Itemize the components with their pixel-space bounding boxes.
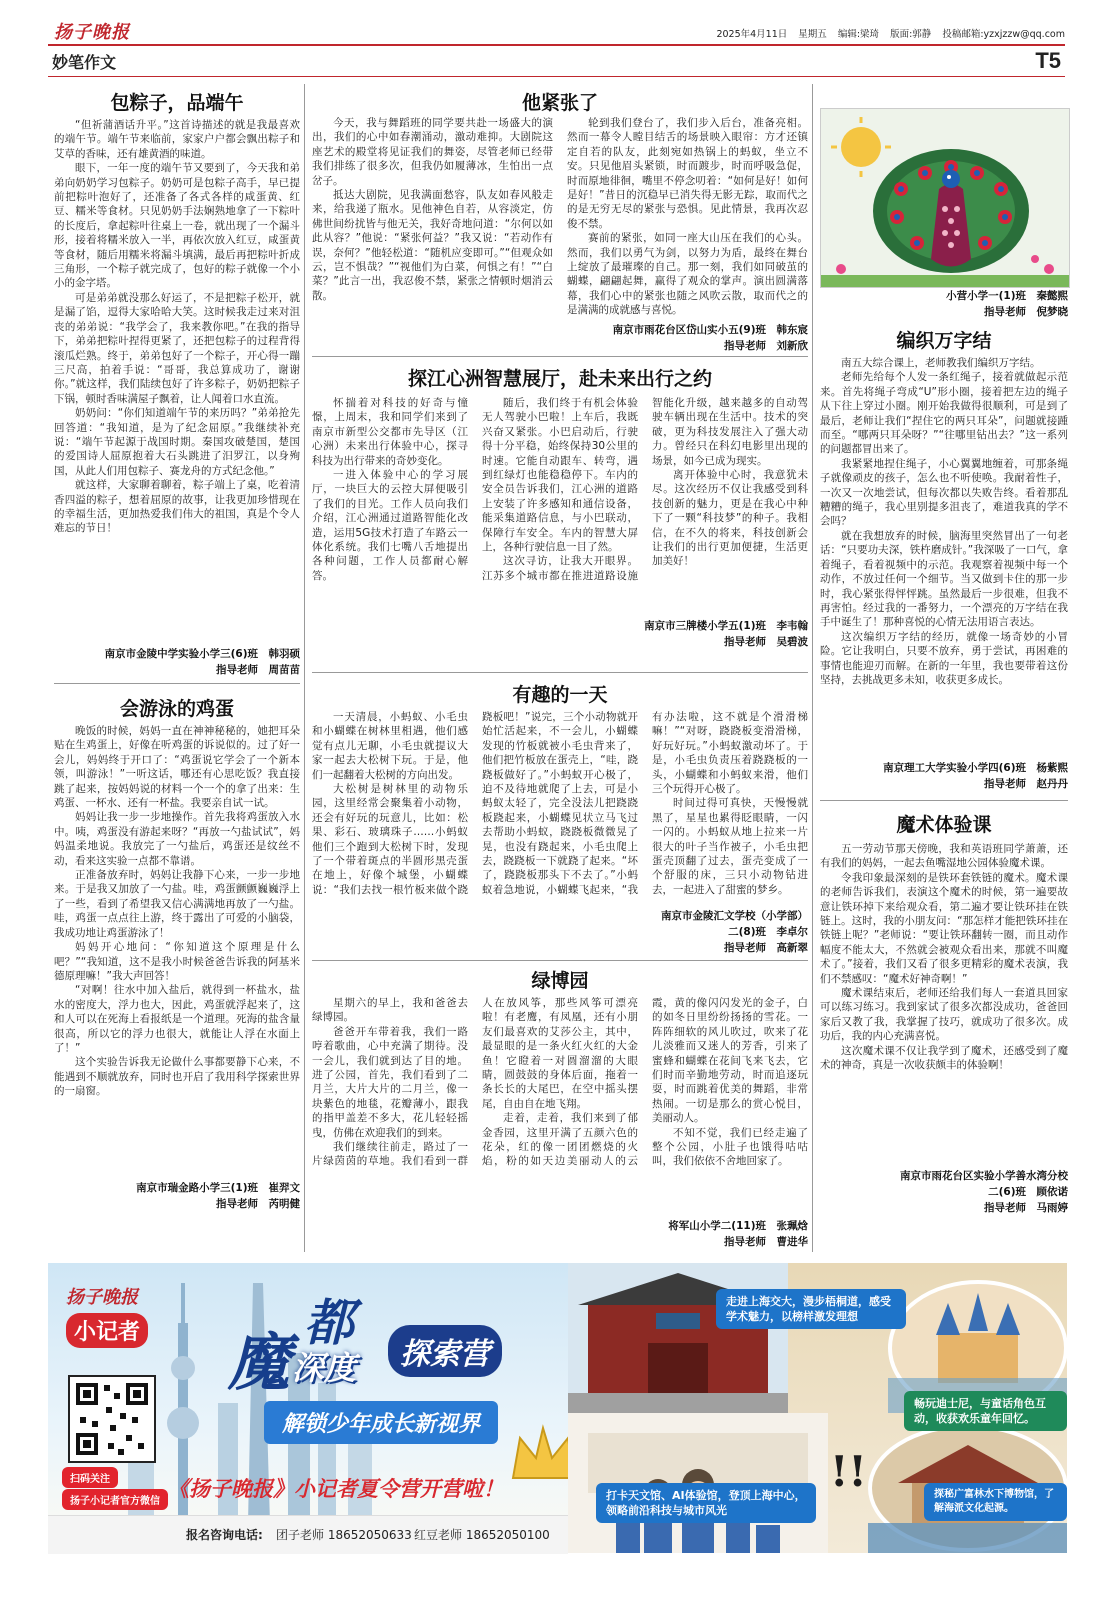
ad-title-camp: 探索营 xyxy=(388,1325,502,1377)
paragraph: 离开体验中心时，我意犹未尽。这次经历不仅让我感受到科技创新的魅力，更是在我心中种下了一颗“科技梦”的种子。我相信，在不久的将来，科技创新会让我们的出行更加便捷，生活更加美好！ xyxy=(652,469,808,568)
paragraph: 怀揣着对科技的好奇与憧憬，上周末，我和同学们来到了南京市新型公交都市先导区（江心洲）未来出行体验中心，探寻科技为出行带来的奇妙变化。 xyxy=(312,397,468,467)
author-teacher: 指导老师 曹进华 xyxy=(724,1236,808,1248)
article-title-egg: 会游泳的鸡蛋 xyxy=(119,698,234,720)
paragraph: 妈妈让我一步一步地操作。首先我将鸡蛋放入水中。咦，鸡蛋没有游起来呀？“再放一勺盐试试”，妈妈温柔地说。我放完了一勺盐后，鸡蛋还是纹丝不动，看来这实验一点都不靠谱。 xyxy=(54,811,300,867)
section-rule xyxy=(48,76,1065,77)
author-school: 南京市三牌楼小学五(1)班 李韦翰 xyxy=(644,620,808,632)
column-divider xyxy=(812,84,813,1252)
university-gate-icon xyxy=(568,1263,788,1413)
paragraph: 我们继续往前走，路过了一片绿茵茵的草地。我们看到一群人在放风筝，那些风筝可漂亮啦！有老鹰，有凤凰，还有小朋友们最喜欢的艾莎公主，其中，最显眼的是一条火红火红的大金鱼！它瞪着一对圆溜溜的大眼睛，圆鼓鼓的身体后面，拖着一条长长的大尾巴，在空中摇头摆尾，自由自在地飞翔。 xyxy=(312,997,638,1168)
summer-camp-advertisement[interactable] xyxy=(48,1263,1067,1553)
ad-title-mo: 魔 xyxy=(228,1326,291,1399)
paragraph: 这次寻访，让我大开眼界。江苏多个城市都在推进道路设施智能化升级，越来越多的自动驾驶车辆出现在生活中。技术的突破，更为科技发展注入了强大动力。曾经只在科幻电影里出现的场景，如今已成为现实。 xyxy=(482,397,808,582)
paragraph: 星期六的早上，我和爸爸去绿博园。 xyxy=(312,997,468,1024)
qr-label-1: 扫码关注 xyxy=(62,1467,118,1488)
paragraph: 走着，走着，我们来到了郁金香园，这里开满了五颜六色的花朵，红的像一团团燃烧的火焰，粉的如天边美丽动人的云霞，黄的像闪闪发光的金子，白的如冬日里纷纷扬扬的雪花。一阵阵细软的风儿吹过，吹来了花儿淡雅而又迷人的芳香，引来了蜜蜂和蝴蝶在花间飞来飞去，它们时而辛勤地劳动，时而追逐玩耍，时而跳着优美的舞蹈，非常热闹。一切是那么的赏心悦目，美丽动人。 xyxy=(482,997,808,1168)
author-class: 二(8)班 李卓尔 xyxy=(728,926,808,938)
paragraph: 五一劳动节那天傍晚，我和英语班同学萧萧，还有我们的妈妈，一起去鱼嘴湿地公园体验魔术课。 xyxy=(820,843,1068,870)
paragraph: 爸爸开车带着我，我们一路哼着歌曲，心中充满了期待。没一会儿，我们就到达了目的地。进了公园，首先，我们看到了二月兰，大片大片的二月兰，像一块紫色的地毯，花瓣薄小，跟我的指甲盖差不多大，花儿轻轻摇曳，仿佛在欢迎我们的到来。 xyxy=(312,1025,468,1139)
byline-nervous xyxy=(560,322,808,354)
article-body-knot xyxy=(820,356,1068,756)
qr-label-2: 扬子小记者官方微信 xyxy=(62,1489,168,1510)
exclamation-icon: !! xyxy=(830,1447,867,1496)
paragraph: 老师先给每个人发一条红绳子，接着就做起示范来。首先将绳子弯成“U”形小圈，接着把左边的绳子从下往上穿过小圈。刚开始我做得很顺利，可是到了最后，老师让我们“捏住它的两只耳朵”，问题就接踵而至。“哪两只耳朵呀？”“往哪里钻出去？”这一系列的问题都冒出来了。 xyxy=(820,371,1068,456)
article-divider xyxy=(312,960,808,961)
ad-logo: 扬子晚报 xyxy=(66,1287,138,1308)
page-number: T5 xyxy=(1035,48,1061,73)
author-teacher: 指导老师 倪梦晓 xyxy=(984,306,1068,318)
article-body-magic xyxy=(820,842,1068,1164)
paragraph: 令我印象最深刻的是铁环套铁链的魔术。魔术课的老师告诉我们，表演这个魔术的时候，第一遍要故意让铁环掉下来给观众看，第二遍才要让铁环挂在铁链上。这时，我的小朋友问：“那怎样才能把铁环挂在铁链上呢？”老师说：“要让铁环翻转一圈，而且动作幅度不能太大，不然就会被观众看出来，那就不叫魔术了。”接着，我们又看了很多更精彩的魔术表演，我们不禁感叹：“魔术好神奇啊！” xyxy=(820,871,1068,985)
paragraph: 正准备放弃时，妈妈让我静下心来，一步一步地来。于是我又加放了一勺盐。哇，鸡蛋颤颤巍巍浮上了一些，看到了希望我又信心满满地再放了一勺盐。哇，鸡蛋一点点往上游，终于露出了可爱的小脑袋，我成功地让鸡蛋游泳了！ xyxy=(54,869,300,939)
author-school: 将军山小学二(11)班 张珮焓 xyxy=(668,1220,808,1232)
contact-phone-2[interactable]: 红豆老师 18652050100 xyxy=(414,1528,550,1542)
article-title-funday: 有趣的一天 xyxy=(512,684,608,706)
byline-funday xyxy=(560,908,808,956)
contact-bar xyxy=(48,1515,568,1554)
ad-slogan: 《扬子晚报》小记者夏令营开营啦！ xyxy=(168,1476,504,1501)
author-school: 南京市金陵中学实验小学三(6)班 韩羽硕 xyxy=(104,648,300,660)
contact-label: 报名咨询电话: xyxy=(186,1528,263,1542)
byline-artwork xyxy=(820,288,1068,320)
header-info xyxy=(708,26,1065,40)
article-divider xyxy=(312,356,808,357)
ad-subtitle: 解锁少年成长新视界 xyxy=(264,1401,498,1444)
author-school: 南京理工大学实验小学四(6)班 杨紫熙 xyxy=(883,762,1068,774)
article-title-lvbo: 绿博园 xyxy=(531,970,589,992)
author-teacher: 指导老师 刘新欣 xyxy=(724,340,808,352)
peacock-drawing-icon xyxy=(821,109,1069,287)
qr-pattern-icon xyxy=(70,1377,154,1461)
article-body-zongzi xyxy=(54,118,300,644)
author-teacher: 指导老师 赵丹丹 xyxy=(984,778,1068,790)
article-body-nervous xyxy=(312,116,808,318)
author-school: 小营小学一(1)班 秦懿熙 xyxy=(946,290,1068,302)
ad-title-depth: 深度 xyxy=(292,1349,357,1387)
byline-knot xyxy=(820,760,1068,792)
paragraph: 这个实验告诉我无论做什么事都要静下心来，不能遇到不顺就放弃，同时也开启了我用科学探索世界的一扇窗。 xyxy=(54,1056,300,1098)
paragraph: 不知不觉，我们已经走遍了整个公园，小肚子也饿得咕咕叫，我们依依不舍地回家了。 xyxy=(652,1126,808,1168)
submission-email[interactable]: 投稿邮箱:yzxjzzw@qq.com xyxy=(942,29,1065,40)
editor-credit: 编辑:梁琦 xyxy=(837,29,880,40)
callout-disney: 畅玩迪士尼，与童话角色互动，收获欢乐童年回忆。 xyxy=(904,1391,1067,1431)
paragraph: “但祈蒲酒话升平。”这首诗描述的就是我最喜欢的端午节。端午节来临前，家家户户都会飘出粽子和艾草的香味，还有雄黄酒的味道。 xyxy=(54,119,300,160)
qr-code-icon[interactable] xyxy=(68,1375,156,1463)
newspaper-logo: 扬子晚报 xyxy=(54,22,130,43)
paragraph: 我紧紧地捏住绳子，小心翼翼地缠着，可那条绳子就像顽皮的孩子，怎么也不听使唤。我耐着性子，一次又一次地尝试，但每次都以失败告终。看着那乱糟糟的绳子，我心里别提多沮丧了，难道我真的学不会吗？ xyxy=(820,457,1068,528)
article-divider xyxy=(312,672,808,673)
author-school: 南京市金陵汇文学校（小学部） xyxy=(661,910,808,922)
paragraph: 妈妈开心地问：“你知道这个原理是什么吧？”“我知道，这不是我小时候爸爸告诉我的阿基米德原理嘛！”我大声回答！ xyxy=(54,941,300,982)
paragraph: 可是弟弟就没那么好运了，不是把粽子松开，就是漏了馅，逗得大家哈哈大笑。这时候我走过来对沮丧的弟弟说：“我学会了，我来教你吧。”在我的指导下，弟弟把粽叶捏得更紧了，还把包粽子的过程背得滚瓜烂熟。终于，弟弟包好了一个粽子，开心得一蹦三尺高，拍着手说：“哥哥，我总算成功了，谢谢你。”就这样，我们陆续包好了许多粽子，奶奶把粽子下锅，顿时香味满屋子飘着，让人闻着口水直流。 xyxy=(54,291,300,405)
paragraph: 赛前的紧张，如同一座大山压在我们的心头。然而，我们以勇气为剑，以努力为盾，最终在舞台上绽放了最璀璨的自己。那一刻，我们如同破茧的蝴蝶，翩翩起舞，赢得了观众的掌声。演出圆满落幕，我们心中的紧张也随之风吹云散，取而代之的是满满的成就感与喜悦。 xyxy=(567,232,808,317)
article-title-jiangxin: 探江心洲智慧展厅，赴未来出行之约 xyxy=(407,368,712,390)
author-teacher: 指导老师 马雨婷 xyxy=(984,1202,1068,1214)
layout-credit: 版面:郭静 xyxy=(890,29,932,40)
paragraph: 就这样，大家聊着聊着，粽子端上了桌，吃着清香四溢的粽子，想着屈原的故事，让我更加珍惜现在的幸福生活，更加热爱我们伟大的祖国，真是个令人难忘的节日！ xyxy=(54,479,300,535)
section-title: 妙笔作文 xyxy=(52,53,117,72)
author-teacher: 指导老师 高新翠 xyxy=(724,942,808,954)
article-title-knot: 编织万字结 xyxy=(896,330,992,352)
paragraph: 一天清晨，小蚂蚁、小毛虫和小蝴蝶在树林里相遇，他们感觉有点儿无聊，小毛虫就提议大家一起去大松树下玩。于是，他们一起翻着大松树的方向出发。 xyxy=(312,711,468,781)
article-body-funday xyxy=(312,710,808,906)
paragraph: 随后，我们终于有机会体验无人驾驶小巴啦！上车后，我既兴奋又紧张。小巴启动后，行驶得十分平稳，始终保持30公里的时速。它能自动跟车、转弯，遇到红绿灯也能稳稳停下。车内的安全员告诉我们，江心洲的道路上安装了许多感知和通信设备，能采集道路信息，与小巴联动，保障行车安全。车内的智慧大屏上，各种行驶信息一目了然。 xyxy=(482,397,638,554)
paragraph: 时间过得可真快，天慢慢就黑了，星星也累得眨眼睛，一闪一闪的。小蚂蚁从地上拉来一片很大的叶子当作被子，小毛虫把蛋壳顶翻了过去，蛋壳变成了一个舒服的床，三只小动物钻进去，一起进入了甜蜜的梦乡。 xyxy=(652,797,808,896)
paragraph: 晚饭的时候，妈妈一直在神神秘秘的，她把耳朵贴在生鸡蛋上，好像在听鸡蛋的诉说似的。过了好一会儿，妈妈终于开口了：“鸡蛋说它学会了一个新本领，叫游泳！”一听这话，哪还有心思吃饭？我直接跳了起来，按妈妈说的材料一个一个的拿了出来：生鸡蛋、一杯水、还有一杯盐。我要亲自试一试。 xyxy=(54,725,300,810)
issue-weekday: 星期五 xyxy=(798,29,827,40)
callout-tech: 打卡天文馆、AI体验馆，登顶上海中心，领略前沿科技与城市风光 xyxy=(596,1483,816,1523)
byline-egg xyxy=(54,1180,300,1212)
author-school: 南京市雨花台区岱山实小五(9)班 韩东宸 xyxy=(612,324,808,336)
paragraph: 抵达大剧院，见我满面愁容，队友如春风般走来，给我递了瓶水。见他神色自若，从容淡定，仿佛世间纷扰皆与他无关，我好奇地问道：“尔何以如此从容？”他说：“紧张何益？”我又说：“若动作有误，奈何？”他轻松道：“随机应变即可。”“但观众如云，岂不惧哉？”“视他们为白菜，何惧之有！”“白菜？”此言一出，我忍俊不禁，紧张之情顿时烟消云散。 xyxy=(312,189,553,302)
article-title-nervous: 他紧张了 xyxy=(521,92,598,114)
byline-lvbo xyxy=(560,1218,808,1250)
student-artwork xyxy=(820,108,1070,288)
ad-logo-sub: 小记者 xyxy=(66,1313,148,1348)
article-divider xyxy=(54,683,300,684)
paragraph: 魔术课结束后，老师还给我们每人一套道具回家可以练习练习。我到家试了很多次都没成功，爸爸回家后又教了我，我掌握了技巧，就成功了很多次。成功后，我的内心充满喜悦。 xyxy=(820,987,1068,1043)
paragraph: 大松树是树林里的动物乐园，这里经常会聚集着小动物，还会有好玩的玩意儿，比如：松果、彩石、玻璃珠子……小蚂蚁他们三个跑到大松树下时，发现了一个带着斑点的半圆形黑壳蛋在地上，好像个城堡，小蝴蝶说：“我们去找一根竹板来做个跷跷板吧！”说完，三个小动物就开始忙活起来，不一会儿，小蝴蝶发现的竹板就被小毛虫背来了，他们把竹板放在蛋壳上，“哇，跷跷板做好了。”小蚂蚁开心极了，迫不及待地就爬了上去，可是小蚂蚁太轻了，完全没法儿把跷跷板跷起来，小蝴蝶见状立马飞过去帮助小蚂蚁，跷跷板微微晃了晃，也没有跷起来，小毛虫爬上去，跷跷板一下就跷了起来。“坏了，跷跷板那头下不去了。”小蚂蚁着急地说，小蝴蝶飞起来，“我有办法啦，这不就是个滑滑梯嘛！”“对呀，跷跷板变滑滑梯，好玩好玩。”小蚂蚁激动坏了。于是，小毛虫负责压着跷跷板的一头，小蝴蝶和小蚂蚁来滑，他们三个玩得开心极了。 xyxy=(312,711,808,896)
author-teacher: 指导老师 周苗苗 xyxy=(216,664,300,676)
author-class: 二(6)班 顾依诺 xyxy=(988,1186,1068,1198)
article-divider xyxy=(820,800,1068,801)
paragraph: 这次魔术课不仅让我学到了魔术，还感受到了魔术的神奇，真是一次收获颇丰的体验啊！ xyxy=(820,1044,1068,1072)
ad-title-du: 都 xyxy=(304,1293,354,1352)
callout-jiaoda: 走进上海交大，漫步梧桐道，感受学术魅力，以榜样激发理想 xyxy=(716,1289,906,1329)
byline-magic xyxy=(820,1168,1068,1216)
issue-date: 2025年4月11日 xyxy=(716,29,788,40)
author-teacher: 指导老师 吴碧波 xyxy=(724,636,808,648)
photo-collage xyxy=(568,1263,1067,1553)
paragraph: 南五大综合课上，老师教我们编织万字结。 xyxy=(841,357,1041,369)
article-title-magic: 魔术体验课 xyxy=(896,814,992,836)
paragraph: 今天，我与舞蹈班的同学要共赴一场盛大的演出，我们的心中如春潮涌动，激动难抑。大剧院这座艺术的殿堂将见证我们的舞姿，尽管老师已经带我们排练了很多次，但我仍如履薄冰，生怕出一点岔子。 xyxy=(312,117,553,187)
paragraph: “对啊！往水中加入盐后，就得到一杯盐水，盐水的密度大，浮力也大，因此，鸡蛋就浮起来了，这和人可以在死海上看报纸是一个道理。死海的盐含量很高，所以它的浮力也很大，就能让人浮在水面上了！” xyxy=(54,984,300,1054)
callout-museum: 探秘广富林水下博物馆，了解海派文化起源。 xyxy=(924,1483,1067,1521)
byline-zongzi xyxy=(54,646,300,678)
paragraph: 轮到我们登台了，我们步入后台，准备亮相。然而一幕令人瞠目结舌的场景映入眼帘：方才还镇定自若的队友，此刻宛如热锅上的蚂蚁，坐立不安。只见他眉头紧锁，时而踱步，时而呼吸急促，时而原地徘徊，嘴里不停念叨着：“如何是好！如何是好！”昔日的沉稳早已消失得无影无踪，取而代之的是无穷无尽的紧张与恐惧。见此情景，我再次忍俊不禁。 xyxy=(567,117,808,230)
contact-phone-1[interactable]: 团子老师 18652050633 xyxy=(276,1528,412,1542)
byline-jiangxin xyxy=(560,618,808,650)
article-title-zongzi: 包粽子，品端午 xyxy=(110,92,244,114)
article-body-jiangxin xyxy=(312,396,808,612)
column-divider xyxy=(304,84,305,1252)
author-teacher: 指导老师 芮明健 xyxy=(216,1198,300,1210)
header-rule xyxy=(48,44,1065,46)
article-body-egg xyxy=(54,724,300,1176)
author-school: 南京市雨花台区实验小学善水湾分校 xyxy=(900,1170,1068,1182)
article-body-lvbo xyxy=(312,996,808,1216)
paragraph: 一进入体验中心的学习展厅，一块巨大的云控大屏便吸引了我们的目光。工作人员向我们介绍，江心洲通过道路智能化改造，运用5G技术打造了车路云一体化系统。我们七嘴八舌地提出各种问题，工作人员都耐心解答。 xyxy=(312,469,468,582)
author-school: 南京市瑞金路小学三(1)班 崔羿文 xyxy=(136,1182,300,1194)
paragraph: 这次编织万字结的经历，就像一场奇妙的小冒险。它让我明白，只要不放弃，勇于尝试，再困难的事情也能迎刃而解。在新的一年里，我也要带着这份坚持，去挑战更多未知，收获更多成长。 xyxy=(820,630,1068,686)
paragraph: 眼下，一年一度的端午节又要到了，今天我和弟弟向奶奶学习包粽子。奶奶可是包粽子高手，早已提前把粽叶泡好了，还准备了各式各样的咸蛋黄、红豆、糯米等食材。只见奶奶手法娴熟地拿了一下粽叶的长度后，拿起粽叶往桌上一卷，就出现了一个漏斗形，接着将糯米放入一半，再依次放入红豆，咸蛋黄等食材，随后用糯米将漏斗填满，最后再把粽叶折成三角形，一个粽子就完成了，包好的粽子就像一个小小的金字塔。 xyxy=(54,162,300,290)
paragraph: 奶奶问：“你们知道端午节的来历吗？”弟弟抢先回答道：“我知道，是为了纪念屈原。”我继续补充说：“端午节起源于战国时期。秦国攻破楚国，楚国的爱国诗人屈原抱着大石头跳进了汨罗江，以身殉国，从此人们用包粽子、赛龙舟的方式纪念他。” xyxy=(54,407,300,477)
paragraph: 就在我想放弃的时候，脑海里突然冒出了一句老话：“只要功夫深，铁杵磨成针。”我深吸了一口气，拿着绳子，看着视频中的示范。我观察着视频中每一个动作，不放过任何一个细节。当又做到卡住的那一步时，我心紧张得怦怦跳。虽然最后一步很难，但我不再害怕。经过我的一番努力，一个漂亮的万字结在我手中诞生了！那种喜悦的心情无法用语言表达。 xyxy=(820,529,1068,629)
